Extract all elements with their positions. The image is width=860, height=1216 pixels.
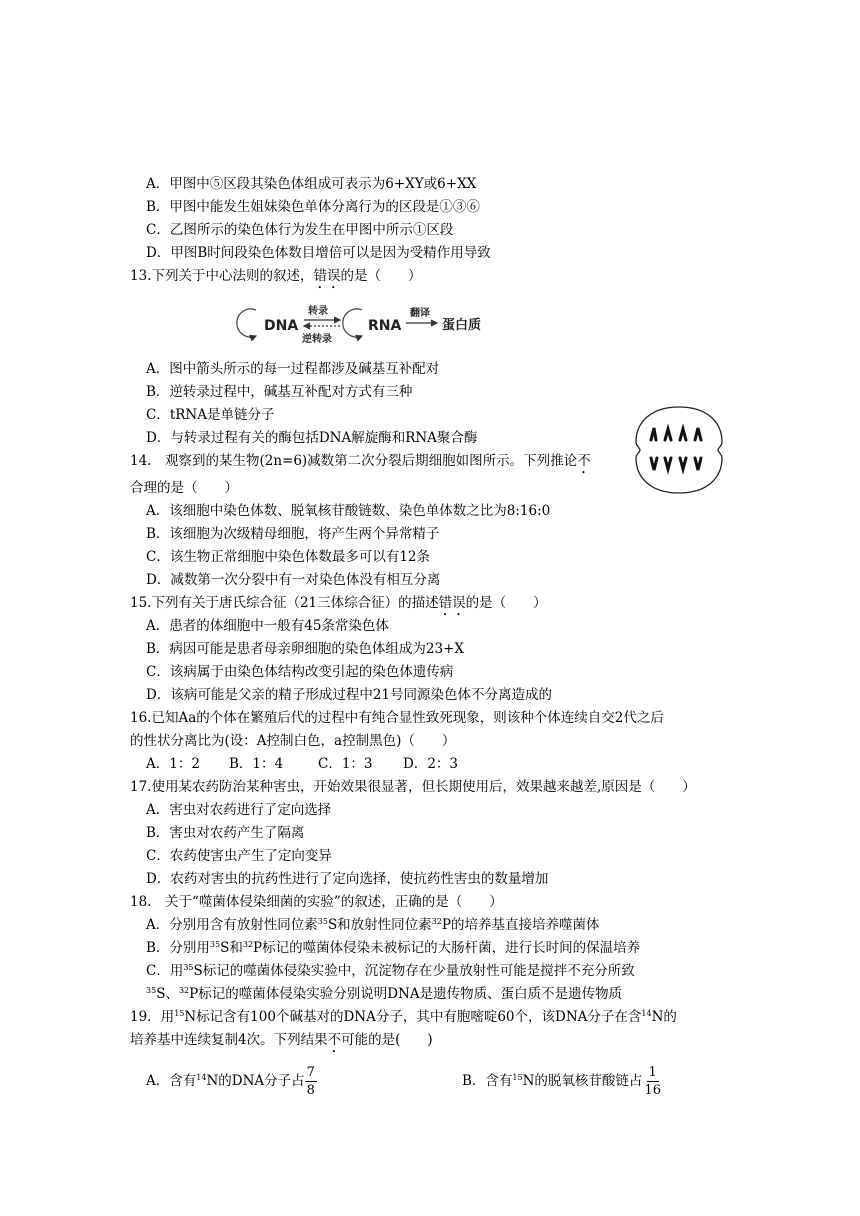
q16-option-d: D．2：3 <box>403 756 459 772</box>
q14-option-c: C．该生物正常细胞中染色体数最多可以有12条 <box>146 549 431 565</box>
translation-label: 翻译 <box>410 308 430 319</box>
dna-label: DNA <box>264 318 299 334</box>
q18-option-b: B．分别用$^{35}$S和$^{32}$P标记的噬菌体侵染未被标记的大肠杆菌，进行长时间的保温培养 <box>146 940 641 956</box>
q15-option-a: A．患者的体细胞中一般有45条常染色体 <box>146 618 389 634</box>
q12-option-c: C．乙图所示的染色体行为发生在甲图中所示①区段 <box>146 222 454 238</box>
central-dogma-diagram <box>234 298 494 348</box>
q14-stem-line1: 14. 观察到的某生物(2n=6)减数第二次分裂后期细胞如图所示。下列推论不 <box>130 453 591 469</box>
fraction-one-sixteenth: $\frac{1}{16}$ <box>644 1065 661 1098</box>
q15-stem: 15.下列有关于唐氏综合征（21三体综合征）的描述错误的是（ ） <box>130 595 547 611</box>
q18-option-c: C．用$^{35}$S标记的噬菌体侵染实验中，沉淀物存在少量放射性可能是搅拌不充分所致 <box>146 963 635 979</box>
q17-option-c: C．农药使害虫产生了定向变异 <box>146 848 332 864</box>
q12-option-a: A．甲图中⑤区段其染色体组成可表示为6+XY或6+XX <box>146 176 477 192</box>
q15-option-d: D．该病可能是父亲的精子形成过程中21号同源染色体不分离造成的 <box>146 687 553 703</box>
q12-option-b: B．甲图中能发生姐妹染色单体分离行为的区段是①③⑥ <box>146 199 480 215</box>
q19-option-a: A．含有$^{14}$N的DNA分子占 $\frac{7}{8}$ <box>146 1065 315 1098</box>
q15-option-c: C．该病属于由染色体结构改变引起的染色体遗传病 <box>146 664 454 680</box>
q13-option-b: B．逆转录过程中，碱基互补配对方式有三种 <box>146 384 413 400</box>
q17-option-a: A．害虫对农药进行了定向选择 <box>146 802 332 818</box>
q13-option-a: A．图中箭头所示的每一过程都涉及碱基互补配对 <box>146 361 440 377</box>
fraction-seven-eighths: $\frac{7}{8}$ <box>306 1065 315 1098</box>
q19-stem-line2: 培养基中连续复制4次。下列结果不可能的是( ) <box>130 1032 433 1048</box>
q15-option-b: B．病因可能是患者母亲卵细胞的染色体组成为23+X <box>146 641 465 657</box>
q14-option-a: A．该细胞中染色体数、脱氧核苷酸链数、染色单体数之比为8:16:0 <box>146 503 551 519</box>
q16-option-a: A．1：2 <box>146 756 200 772</box>
q14-option-b: B．该细胞为次级精母细胞，将产生两个异常精子 <box>146 526 440 542</box>
reverse-transcription-label: 逆转录 <box>302 334 332 345</box>
q18-option-d: $^{35}$S、$^{32}$P标记的噬菌体侵染实验分别说明DNA是遗传物质、蛋白质不是遗传物质 <box>146 986 623 1002</box>
q14-stem-line2: 合理的是（ ） <box>130 480 238 496</box>
q16-option-c: C．1：3 <box>318 756 373 772</box>
q13-stem: 13.下列关于中心法则的叙述，错误的是（ ） <box>130 268 422 284</box>
q18-option-a: A．分别用含有放射性同位素$^{35}$S和放射性同位素$^{32}$P的培养基直接培养噬菌体 <box>146 917 600 933</box>
q19-stem-line1: 19．用$^{15}$N标记含有100个碱基对的DNA分子，其中有胞嘧啶60个，该DNA分子在含$^{14}$N的 <box>130 1009 677 1025</box>
q17-option-b: B．害虫对农药产生了隔离 <box>146 825 305 841</box>
protein-label: 蛋白质 <box>442 318 482 333</box>
q16-stem-line1: 16.已知Aa的个体在繁殖后代的过程中有纯合显性致死现象，则该种个体连续自交2代之后 <box>130 710 664 726</box>
cell-diagram <box>633 404 725 496</box>
q14-option-d: D．减数第一次分裂中有一对染色体没有相互分离 <box>146 572 441 588</box>
q16-stem-line2: 的性状分离比为(设：A控制白色，a控制黑色)（ ） <box>130 733 456 749</box>
q19-option-b: B．含有$^{15}$N的脱氧核苷酸链占 $\frac{1}{16}$ <box>462 1065 661 1098</box>
q12-option-d: D．甲图B时间段染色体数目增倍可以是因为受精作用导致 <box>146 245 491 261</box>
q17-stem: 17.使用某农药防治某种害虫，开始效果很显著，但长期使用后，效果越来越差,原因是（ ） <box>130 779 696 795</box>
rna-label: RNA <box>368 318 402 334</box>
q13-option-c: C．tRNA是单链分子 <box>146 407 275 423</box>
q17-option-d: D．农药对害虫的抗药性进行了定向选择，使抗药性害虫的数量增加 <box>146 871 549 887</box>
transcription-label: 转录 <box>308 306 328 317</box>
q16-option-b: B．1：4 <box>229 756 284 772</box>
q13-option-d: D．与转录过程有关的酶包括DNA解旋酶和RNA聚合酶 <box>146 430 478 446</box>
q18-stem: 18. 关于“噬菌体侵染细菌的实验”的叙述，正确的是（ ） <box>130 894 503 910</box>
